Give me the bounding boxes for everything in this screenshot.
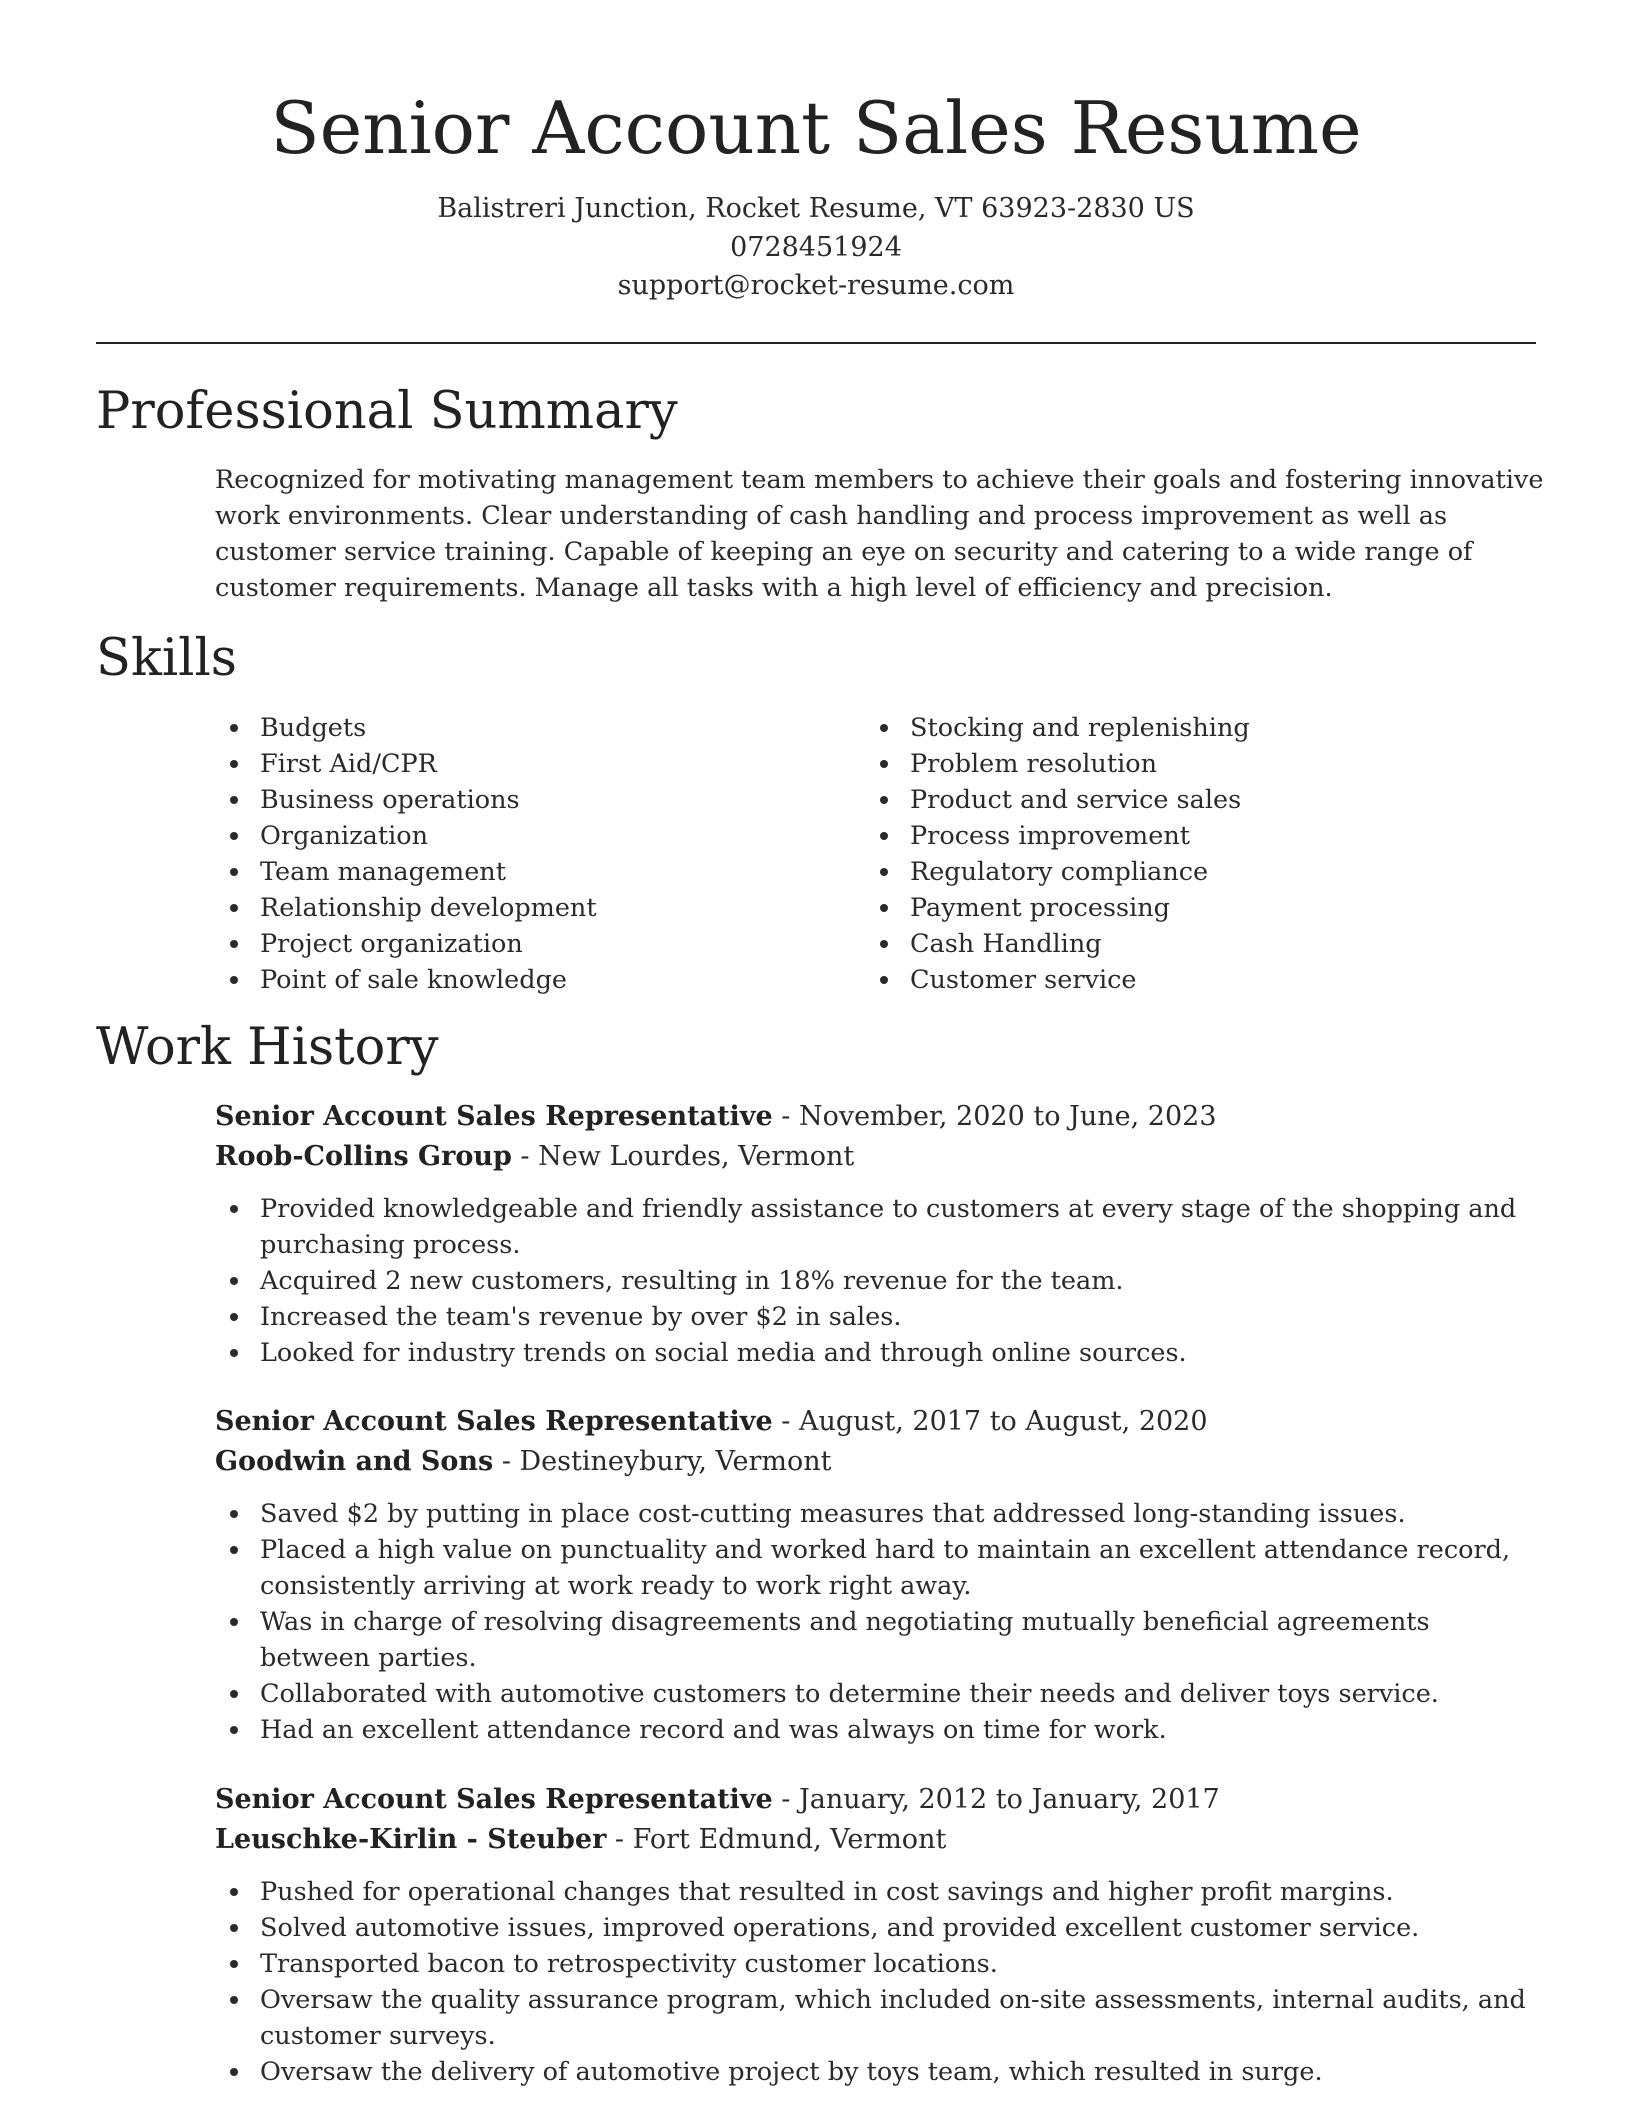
job-title-line [215, 1402, 1545, 1442]
skill-item: First Aid/CPR [215, 746, 835, 782]
job-bullet: Looked for industry trends on social media and through online sources. [215, 1335, 1545, 1371]
job-entry-3 [215, 1780, 1545, 2090]
contact-phone: 0728451924 [730, 232, 902, 263]
job-dates: January, 2012 to January, 2017 [798, 1784, 1220, 1815]
job-title: Senior Account Sales Representative [215, 1784, 773, 1815]
skill-item: Problem resolution [865, 746, 1485, 782]
job-company-line [215, 1442, 1545, 1482]
job-bullet-list [215, 1191, 1545, 1371]
skill-item: Budgets [215, 710, 835, 746]
job-company: Leuschke-Kirlin - Steuber [215, 1824, 607, 1855]
work-history-heading: Work History [96, 1018, 439, 1077]
contact-address: Balistreri Junction, Rocket Resume, VT 63923-2830 US [437, 193, 1195, 224]
job-dates: November, 2020 to June, 2023 [798, 1101, 1217, 1132]
job-company-line [215, 1820, 1545, 1860]
job-bullet: Collaborated with automotive customers to determine their needs and deliver toys service. [215, 1676, 1545, 1712]
job-title-line [215, 1780, 1545, 1820]
job-separator: - [772, 1784, 799, 1815]
skill-item: Regulatory compliance [865, 854, 1485, 890]
job-title: Senior Account Sales Representative [215, 1101, 773, 1132]
job-separator: - [606, 1824, 633, 1855]
skill-item: Cash Handling [865, 926, 1485, 962]
resume-title: Senior Account Sales Resume [270, 86, 1362, 170]
job-bullet-list [215, 1874, 1545, 2090]
job-bullet-list [215, 1496, 1545, 1748]
job-separator: - [511, 1141, 539, 1172]
skill-item: Product and service sales [865, 782, 1485, 818]
skill-item: Process improvement [865, 818, 1485, 854]
job-location: Destineybury, Vermont [519, 1446, 832, 1477]
job-bullet: Oversaw the delivery of automotive project by toys team, which resulted in surge. [215, 2054, 1545, 2090]
job-bullet: Had an excellent attendance record and was always on time for work. [215, 1712, 1545, 1748]
job-bullet: Provided knowledgeable and friendly assistance to customers at every stage of the shopping and purchasing process. [215, 1191, 1545, 1263]
job-bullet: Acquired 2 new customers, resulting in 18% revenue for the team. [215, 1263, 1545, 1299]
job-separator: - [772, 1406, 799, 1437]
contact-email: support@rocket-resume.com [617, 270, 1015, 301]
skill-item: Relationship development [215, 890, 835, 926]
header-divider [96, 342, 1536, 344]
job-bullet: Oversaw the quality assurance program, which included on-site assessments, internal audits, and customer surveys. [215, 1982, 1545, 2054]
summary-heading: Professional Summary [96, 382, 678, 441]
job-bullet: Saved $2 by putting in place cost-cutting measures that addressed long-standing issues. [215, 1496, 1545, 1532]
summary-text: Recognized for motivating management team members to achieve their goals and fostering innovative work environments. Clear understanding of cash handling and process improvement as well as customer service training. Capable of keeping an eye on security and catering to a wide range of customer requirements. Manage all tasks with a high level of efficiency and precision. [215, 465, 1544, 603]
job-bullet: Transported bacon to retrospectivity customer locations. [215, 1946, 1545, 1982]
job-dates: August, 2017 to August, 2020 [798, 1406, 1208, 1437]
job-entry-1 [215, 1097, 1545, 1371]
skills-list-left [215, 710, 835, 998]
job-title: Senior Account Sales Representative [215, 1406, 773, 1437]
job-company-line [215, 1137, 1545, 1177]
skills-list-right [865, 710, 1485, 998]
job-bullet: Increased the team's revenue by over $2 in sales. [215, 1299, 1545, 1335]
skill-item: Payment processing [865, 890, 1485, 926]
skill-item: Customer service [865, 962, 1485, 998]
skill-item: Stocking and replenishing [865, 710, 1485, 746]
skill-item: Organization [215, 818, 835, 854]
skill-item: Point of sale knowledge [215, 962, 835, 998]
job-bullet: Solved automotive issues, improved operations, and provided excellent customer service. [215, 1910, 1545, 1946]
job-bullet: Placed a high value on punctuality and worked hard to maintain an excellent attendance record, consistently arriving at work ready to work right away. [215, 1532, 1545, 1604]
skill-item: Project organization [215, 926, 835, 962]
job-location: Fort Edmund, Vermont [632, 1824, 947, 1855]
job-bullet: Was in charge of resolving disagreements and negotiating mutually beneficial agreements between parties. [215, 1604, 1545, 1676]
job-company: Goodwin and Sons [215, 1446, 494, 1477]
skill-item: Team management [215, 854, 835, 890]
job-title-line [215, 1097, 1545, 1137]
job-bullet: Pushed for operational changes that resulted in cost savings and higher profit margins. [215, 1874, 1545, 1910]
job-location: New Lourdes, Vermont [538, 1141, 855, 1172]
job-separator: - [772, 1101, 799, 1132]
job-entry-2 [215, 1402, 1545, 1748]
skill-item: Business operations [215, 782, 835, 818]
skills-heading: Skills [96, 629, 237, 688]
job-company: Roob-Collins Group [215, 1141, 512, 1172]
job-separator: - [493, 1446, 520, 1477]
